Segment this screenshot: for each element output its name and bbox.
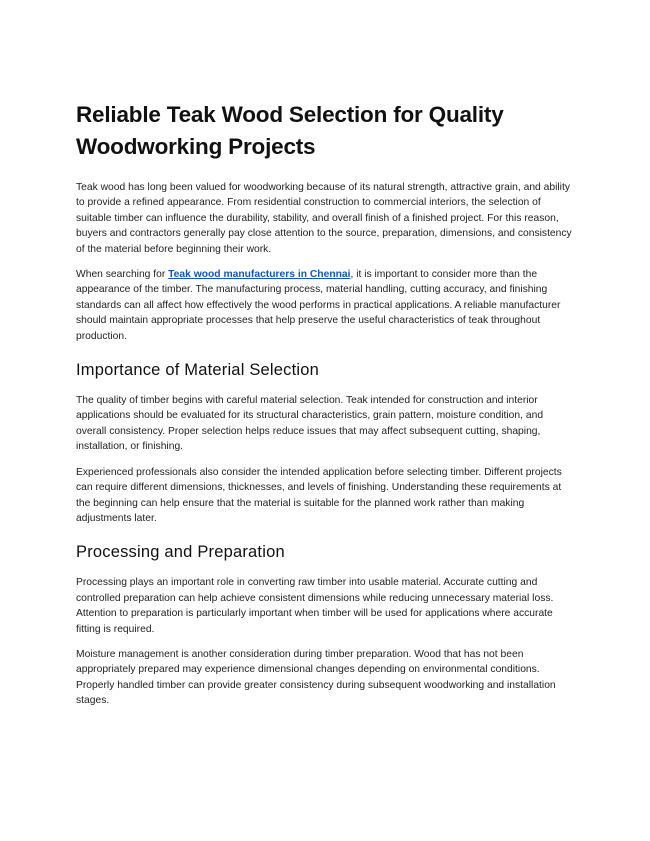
- processing-paragraph-1: Processing plays an important role in converting raw timber into usable material. Accurate cutting and controlled preparation can help achieve consistent dimensions while reducing unnecessary material loss. Attention to preparation is particularly important when timber will be used for applications where accurate fitting is required.: [76, 577, 554, 635]
- intro-paragraph-2: [76, 267, 573, 344]
- teak-wood-manufacturers-link[interactable]: Teak wood manufacturers in Chennai: [168, 269, 351, 281]
- document-page: [76, 99, 573, 709]
- document-title: Reliable Teak Wood Selection for Quality Woodworking Projects: [76, 102, 504, 159]
- material-selection-paragraph-1: The quality of timber begins with careful material selection. Teak intended for construction and interior applications should be evaluated for its structural characteristics, grain pattern, moisture condition, and overall consistency. Proper selection helps reduce issues that may affect subsequent cutting, shaping, installation, or finishing.: [76, 395, 544, 453]
- processing-paragraph-2: Moisture management is another consideration during timber preparation. Wood that has not been appropriately prepared may experience dimensional changes depending on environmental conditions. Properly handled timber can provide greater consistency during subsequent woodworking and installation stages.: [76, 648, 556, 707]
- intro-paragraph-1: Teak wood has long been valued for woodworking because of its natural strength, attractive grain, and ability to provide a refined appearance. From residential construction to commercial interiors, the selection of suitable timber can influence the durability, stability, and overall finish of a finished project. For this reason, buyers and contractors generally pay close attention to the source, preparation, dimensions, and consistency of the material before beginning their work.: [76, 182, 572, 255]
- intro-paragraph-2-end: , it is important to consider more than the appearance of the timber. The manufacturing process, material handling, cutting accuracy, and finishing standards can all affect how effectively the wood performs in practical applications. A reliable manufacturer should maintain appropriate processes that help preserve the useful characteristics of teak throughout production.: [76, 269, 561, 342]
- material-selection-paragraph-2: Experienced professionals also consider the intended application before selecting timber. Different projects can require different dimensions, thicknesses, and levels of finishing. Understanding these requirements at the beginning can help ensure that the material is suitable for the planned work rather than making adjustments later.: [76, 466, 562, 524]
- intro-paragraph-2-start: When searching for: [76, 269, 169, 281]
- section-heading-material-selection: Importance of Material Selection: [76, 361, 320, 380]
- section-heading-processing: Processing and Preparation: [76, 543, 285, 562]
